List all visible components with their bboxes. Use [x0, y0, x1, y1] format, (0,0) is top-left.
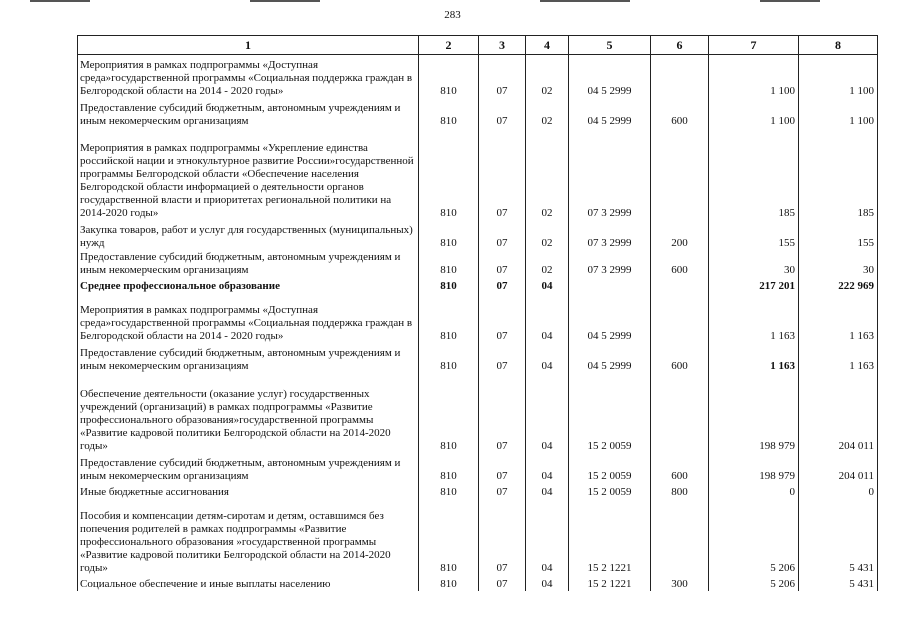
cell-ministry-code: 810	[419, 453, 479, 483]
cell-subsection: 02	[526, 128, 569, 220]
scan-edge-line	[540, 0, 630, 2]
cell-amount-2016: 198 979	[709, 453, 799, 483]
cell-subsection: 04	[526, 373, 569, 453]
cell-amount-2017: 155	[799, 220, 878, 250]
cell-target-article: 07 3 2999	[569, 128, 651, 220]
cell-target-article: 04 5 2999	[569, 343, 651, 373]
cell-amount-2016: 0	[709, 483, 799, 499]
cell-subsection: 02	[526, 250, 569, 277]
table-row	[78, 55, 878, 98]
cell-subsection: 04	[526, 499, 569, 575]
table-row	[78, 483, 878, 499]
cell-ministry-code: 810	[419, 373, 479, 453]
cell-subsection: 04	[526, 575, 569, 591]
cell-amount-2017: 0	[799, 483, 878, 499]
budget-table	[77, 35, 878, 591]
cell-amount-2017: 30	[799, 250, 878, 277]
cell-expense-type: 600	[651, 250, 709, 277]
cell-amount-2017: 1 100	[799, 55, 878, 98]
cell-amount-2017: 1 163	[799, 343, 878, 373]
cell-subsection: 04	[526, 483, 569, 499]
cell-ministry-code: 810	[419, 293, 479, 343]
cell-target-article: 07 3 2999	[569, 220, 651, 250]
cell-name: Мероприятия в рамках подпрограммы «Доступная среда»государственной программы «Социальная поддержка граждан в Белгородской области на 2014 - 2020 годы»	[78, 293, 419, 343]
cell-name: Мероприятия в рамках подпрограммы «Укрепление единства российской нации и этнокультурное развитие России»государственной программы Белгородской области «Обеспечение населения Белгородской области информацией о деятельности органов государственной власти и приоритетах региональной политики на 2014-2020 годы»	[78, 128, 419, 220]
cell-amount-2016: 30	[709, 250, 799, 277]
cell-section: 07	[479, 250, 526, 277]
cell-subsection: 02	[526, 98, 569, 128]
cell-amount-2017: 1 163	[799, 293, 878, 343]
cell-expense-type: 300	[651, 575, 709, 591]
cell-amount-2016: 5 206	[709, 499, 799, 575]
table-row	[78, 220, 878, 250]
cell-ministry-code: 810	[419, 128, 479, 220]
header-row	[78, 36, 878, 55]
cell-ministry-code: 810	[419, 55, 479, 98]
scan-edge-line	[250, 0, 320, 2]
scan-edge-line	[30, 0, 90, 2]
cell-ministry-code: 810	[419, 483, 479, 499]
cell-subsection: 04	[526, 343, 569, 373]
cell-section: 07	[479, 499, 526, 575]
cell-name: Социальное обеспечение и иные выплаты населению	[78, 575, 419, 591]
cell-section: 07	[479, 373, 526, 453]
cell-subsection: 02	[526, 220, 569, 250]
cell-target-article: 15 2 1221	[569, 575, 651, 591]
cell-subsection: 04	[526, 293, 569, 343]
column-header: 3	[479, 36, 526, 55]
page-number: 283	[444, 9, 461, 21]
cell-amount-2016: 155	[709, 220, 799, 250]
cell-expense-type: 600	[651, 98, 709, 128]
cell-section: 07	[479, 128, 526, 220]
cell-expense-type	[651, 499, 709, 575]
cell-subsection: 04	[526, 453, 569, 483]
cell-name: Иные бюджетные ассигнования	[78, 483, 419, 499]
scan-edge-line	[760, 0, 820, 2]
table-row	[78, 250, 878, 277]
cell-name: Закупка товаров, работ и услуг для государственных (муниципальных) нужд	[78, 220, 419, 250]
cell-name: Предоставление субсидий бюджетным, автономным учреждениям и иным некомерческим организациям	[78, 250, 419, 277]
cell-section: 07	[479, 55, 526, 98]
cell-ministry-code: 810	[419, 277, 479, 293]
cell-expense-type	[651, 55, 709, 98]
cell-expense-type	[651, 128, 709, 220]
cell-amount-2016: 5 206	[709, 575, 799, 591]
column-header: 1	[78, 36, 419, 55]
table-row	[78, 575, 878, 591]
cell-amount-2017: 5 431	[799, 575, 878, 591]
cell-section: 07	[479, 575, 526, 591]
cell-amount-2017: 1 100	[799, 98, 878, 128]
table-row	[78, 343, 878, 373]
cell-expense-type	[651, 277, 709, 293]
cell-subsection: 04	[526, 277, 569, 293]
cell-target-article: 15 2 0059	[569, 453, 651, 483]
cell-section: 07	[479, 453, 526, 483]
cell-section: 07	[479, 293, 526, 343]
cell-amount-2016: 1 100	[709, 98, 799, 128]
cell-expense-type	[651, 373, 709, 453]
cell-target-article: 15 2 1221	[569, 499, 651, 575]
cell-section: 07	[479, 343, 526, 373]
cell-section: 07	[479, 483, 526, 499]
table-row	[78, 293, 878, 343]
cell-amount-2017: 222 969	[799, 277, 878, 293]
cell-target-article: 04 5 2999	[569, 98, 651, 128]
cell-name: Среднее профессиональное образование	[78, 277, 419, 293]
cell-name: Обеспечение деятельности (оказание услуг) государственных учреждений (организаций) в рамках подпрограммы «Развитие профессионального образования»государственной программы «Развитие кадровой политики Белгородской области на 2014-2020 годы»	[78, 373, 419, 453]
cell-amount-2016: 1 163	[709, 343, 799, 373]
cell-amount-2016: 1 100	[709, 55, 799, 98]
cell-name: Предоставление субсидий бюджетным, автономным учреждениям и иным некомерческим организациям	[78, 98, 419, 128]
cell-target-article: 04 5 2999	[569, 293, 651, 343]
cell-ministry-code: 810	[419, 499, 479, 575]
cell-name: Предоставление субсидий бюджетным, автономным учреждениям и иным некомерческим организациям	[78, 343, 419, 373]
table-row	[78, 128, 878, 220]
cell-ministry-code: 810	[419, 250, 479, 277]
table-row	[78, 373, 878, 453]
cell-expense-type: 600	[651, 453, 709, 483]
cell-target-article: 04 5 2999	[569, 55, 651, 98]
cell-expense-type	[651, 293, 709, 343]
cell-ministry-code: 810	[419, 575, 479, 591]
cell-expense-type: 600	[651, 343, 709, 373]
table-body	[78, 55, 878, 591]
cell-section: 07	[479, 220, 526, 250]
cell-ministry-code: 810	[419, 98, 479, 128]
cell-name: Мероприятия в рамках подпрограммы «Доступная среда»государственной программы «Социальная поддержка граждан в Белгородской области на 2014 - 2020 годы»	[78, 55, 419, 98]
cell-amount-2017: 185	[799, 128, 878, 220]
cell-ministry-code: 810	[419, 220, 479, 250]
cell-target-article: 15 2 0059	[569, 373, 651, 453]
cell-amount-2017: 204 011	[799, 373, 878, 453]
cell-section: 07	[479, 98, 526, 128]
cell-name: Пособия и компенсации детям-сиротам и детям, оставшимся без попечения родителей в рамках подпрограммы «Развитие профессионального образования »государственной программы «Развитие кадровой политики Белгородской области на 2014-2020 годы»	[78, 499, 419, 575]
cell-target-article	[569, 277, 651, 293]
column-header: 7	[709, 36, 799, 55]
cell-amount-2016: 198 979	[709, 373, 799, 453]
table-row	[78, 277, 878, 293]
table-row	[78, 499, 878, 575]
table-row	[78, 453, 878, 483]
column-header: 4	[526, 36, 569, 55]
cell-expense-type: 200	[651, 220, 709, 250]
cell-expense-type: 800	[651, 483, 709, 499]
cell-ministry-code: 810	[419, 343, 479, 373]
cell-amount-2016: 217 201	[709, 277, 799, 293]
cell-target-article: 07 3 2999	[569, 250, 651, 277]
cell-amount-2016: 185	[709, 128, 799, 220]
column-header: 2	[419, 36, 479, 55]
cell-amount-2017: 5 431	[799, 499, 878, 575]
cell-section: 07	[479, 277, 526, 293]
cell-amount-2017: 204 011	[799, 453, 878, 483]
column-header: 6	[651, 36, 709, 55]
cell-target-article: 15 2 0059	[569, 483, 651, 499]
column-header: 8	[799, 36, 878, 55]
column-header: 5	[569, 36, 651, 55]
cell-subsection: 02	[526, 55, 569, 98]
table-row	[78, 98, 878, 128]
cell-amount-2016: 1 163	[709, 293, 799, 343]
cell-name: Предоставление субсидий бюджетным, автономным учреждениям и иным некомерческим организациям	[78, 453, 419, 483]
